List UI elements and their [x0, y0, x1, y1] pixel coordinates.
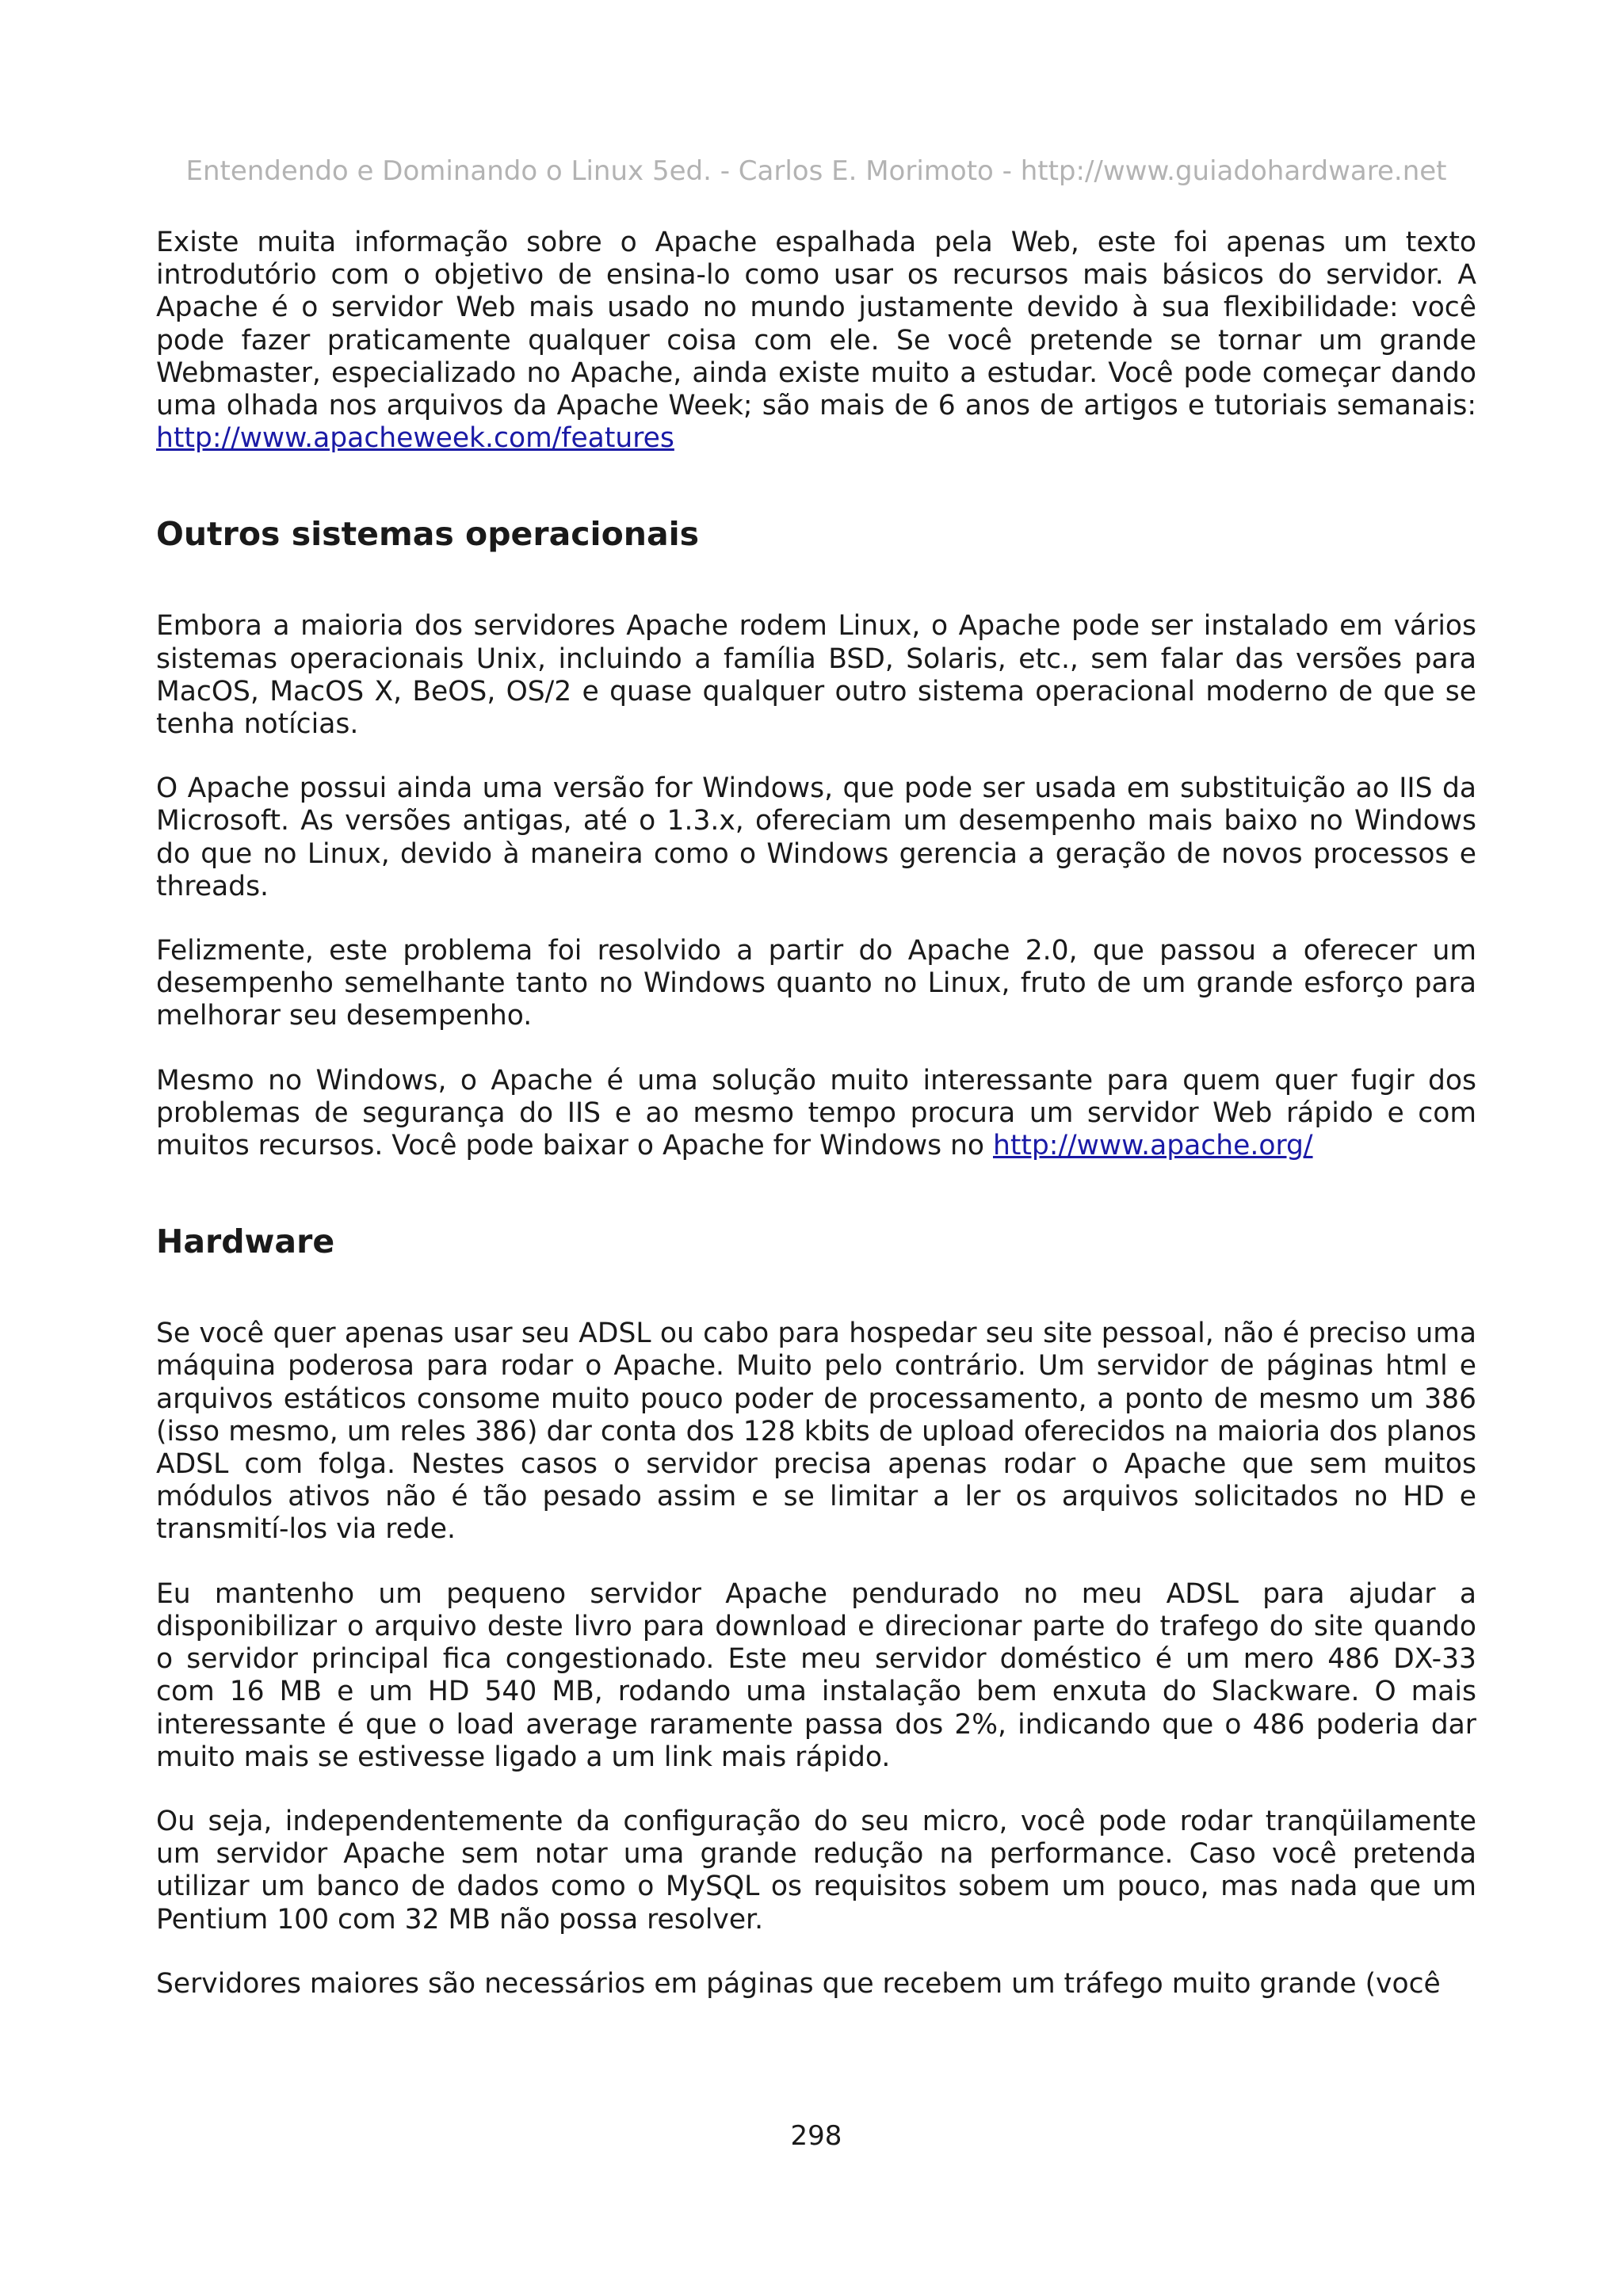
hardware-paragraph-3: Ou seja, independentemente da configuração do seu micro, você pode rodar tranqüilamente um servidor Apache sem notar uma grande redução na performance. Caso você pretenda utilizar um banco de dados como o MySQL os requisitos sobem um pouco, mas nada que um Pentium 100 com 32 MB não possa resolver. [156, 1805, 1476, 1936]
outros-paragraph-4 [156, 1065, 1476, 1163]
outros-paragraph-1: Embora a maioria dos servidores Apache rodem Linux, o Apache pode ser instalado em vários sistemas operacionais Unix, incluindo a família BSD, Solaris, etc., sem falar das versões para MacOS, MacOS X, BeOS, OS/2 e quase qualquer outro sistema operacional moderno de que se tenha notícias. [156, 610, 1476, 741]
hardware-paragraph-1: Se você quer apenas usar seu ADSL ou cabo para hospedar seu site pessoal, não é preciso uma máquina poderosa para rodar o Apache. Muito pelo contrário. Um servidor de páginas html e arquivos estáticos consome muito pouco poder de processamento, a ponto de mesmo um 386 (isso mesmo, um reles 386) dar conta dos 128 kbits de upload oferecidos na maioria dos planos ADSL com folga. Nestes casos o servidor precisa apenas rodar o Apache que sem muitos módulos ativos não é tão pesado assim e se limitar a ler os arquivos solicitados no HD e transmití-los via rede. [156, 1318, 1476, 1546]
hardware-paragraph-4: Servidores maiores são necessários em páginas que recebem um tráfego muito grande (você [156, 1967, 1441, 2000]
heading-outros-sistemas: Outros sistemas operacionais [156, 515, 700, 554]
intro-paragraph [156, 227, 1476, 455]
heading-hardware: Hardware [156, 1222, 335, 1261]
outros-paragraph-3: Felizmente, este problema foi resolvido a partir do Apache 2.0, que passou a oferecer um desempenho semelhante tanto no Windows quanto no Linux, fruto de um grande esforço para melhorar seu desempenho. [156, 935, 1476, 1032]
page-content [156, 227, 1476, 2032]
hardware-paragraph-2: Eu mantenho um pequeno servidor Apache pendurado no meu ADSL para ajudar a disponibilizar o arquivo deste livro para download e direcionar parte do trafego do site quando o servidor principal fica congestionado. Este meu servidor doméstico é um mero 486 DX-33 com 16 MB e um HD 540 MB, rodando uma instalação bem enxuta do Slackware. O mais interessante é que o load average raramente passa dos 2%, indicando que o 486 poderia dar muito mais se estivesse ligado a um link mais rápido. [156, 1577, 1476, 1773]
page-number: 298 [790, 2120, 842, 2152]
intro-text: Existe muita informação sobre o Apache espalhada pela Web, este foi apenas um texto introdutório com o objetivo de ensina-lo como usar os recursos mais básicos do servidor. A Apache é o servidor Web mais usado no mundo justamente devido à sua flexibilidade: você pode fazer praticamente qualquer coisa com ele. Se você pretende se tornar um grande Webmaster, especializado no Apache, ainda existe muito a estudar. Você pode começar dando uma olhada nos arquivos da Apache Week; são mais de 6 anos de artigos e tutoriais semanais: [156, 227, 1476, 422]
outros-paragraph-4-text: Mesmo no Windows, o Apache é uma solução muito interessante para quem quer fugir dos problemas de segurança do IIS e ao mesmo tempo procura um servidor Web rápido e com muitos recursos. Você pode baixar o Apache for Windows no [156, 1064, 1476, 1162]
apache-org-link[interactable]: http://www.apache.org/ [992, 1130, 1313, 1162]
apacheweek-link[interactable]: http://www.apacheweek.com/features [156, 422, 674, 455]
outros-paragraph-2: O Apache possui ainda uma versão for Windows, que pode ser usada em substituição ao IIS da Microsoft. As versões antigas, até o 1.3.x, ofereciam um desempenho mais baixo no Windows do que no Linux, devido à maneira como o Windows gerencia a geração de novos processos e threads. [156, 772, 1476, 902]
running-header: Entendendo e Dominando o Linux 5ed. - Carlos E. Morimoto - http://www.guiadohardware.net [185, 155, 1447, 187]
